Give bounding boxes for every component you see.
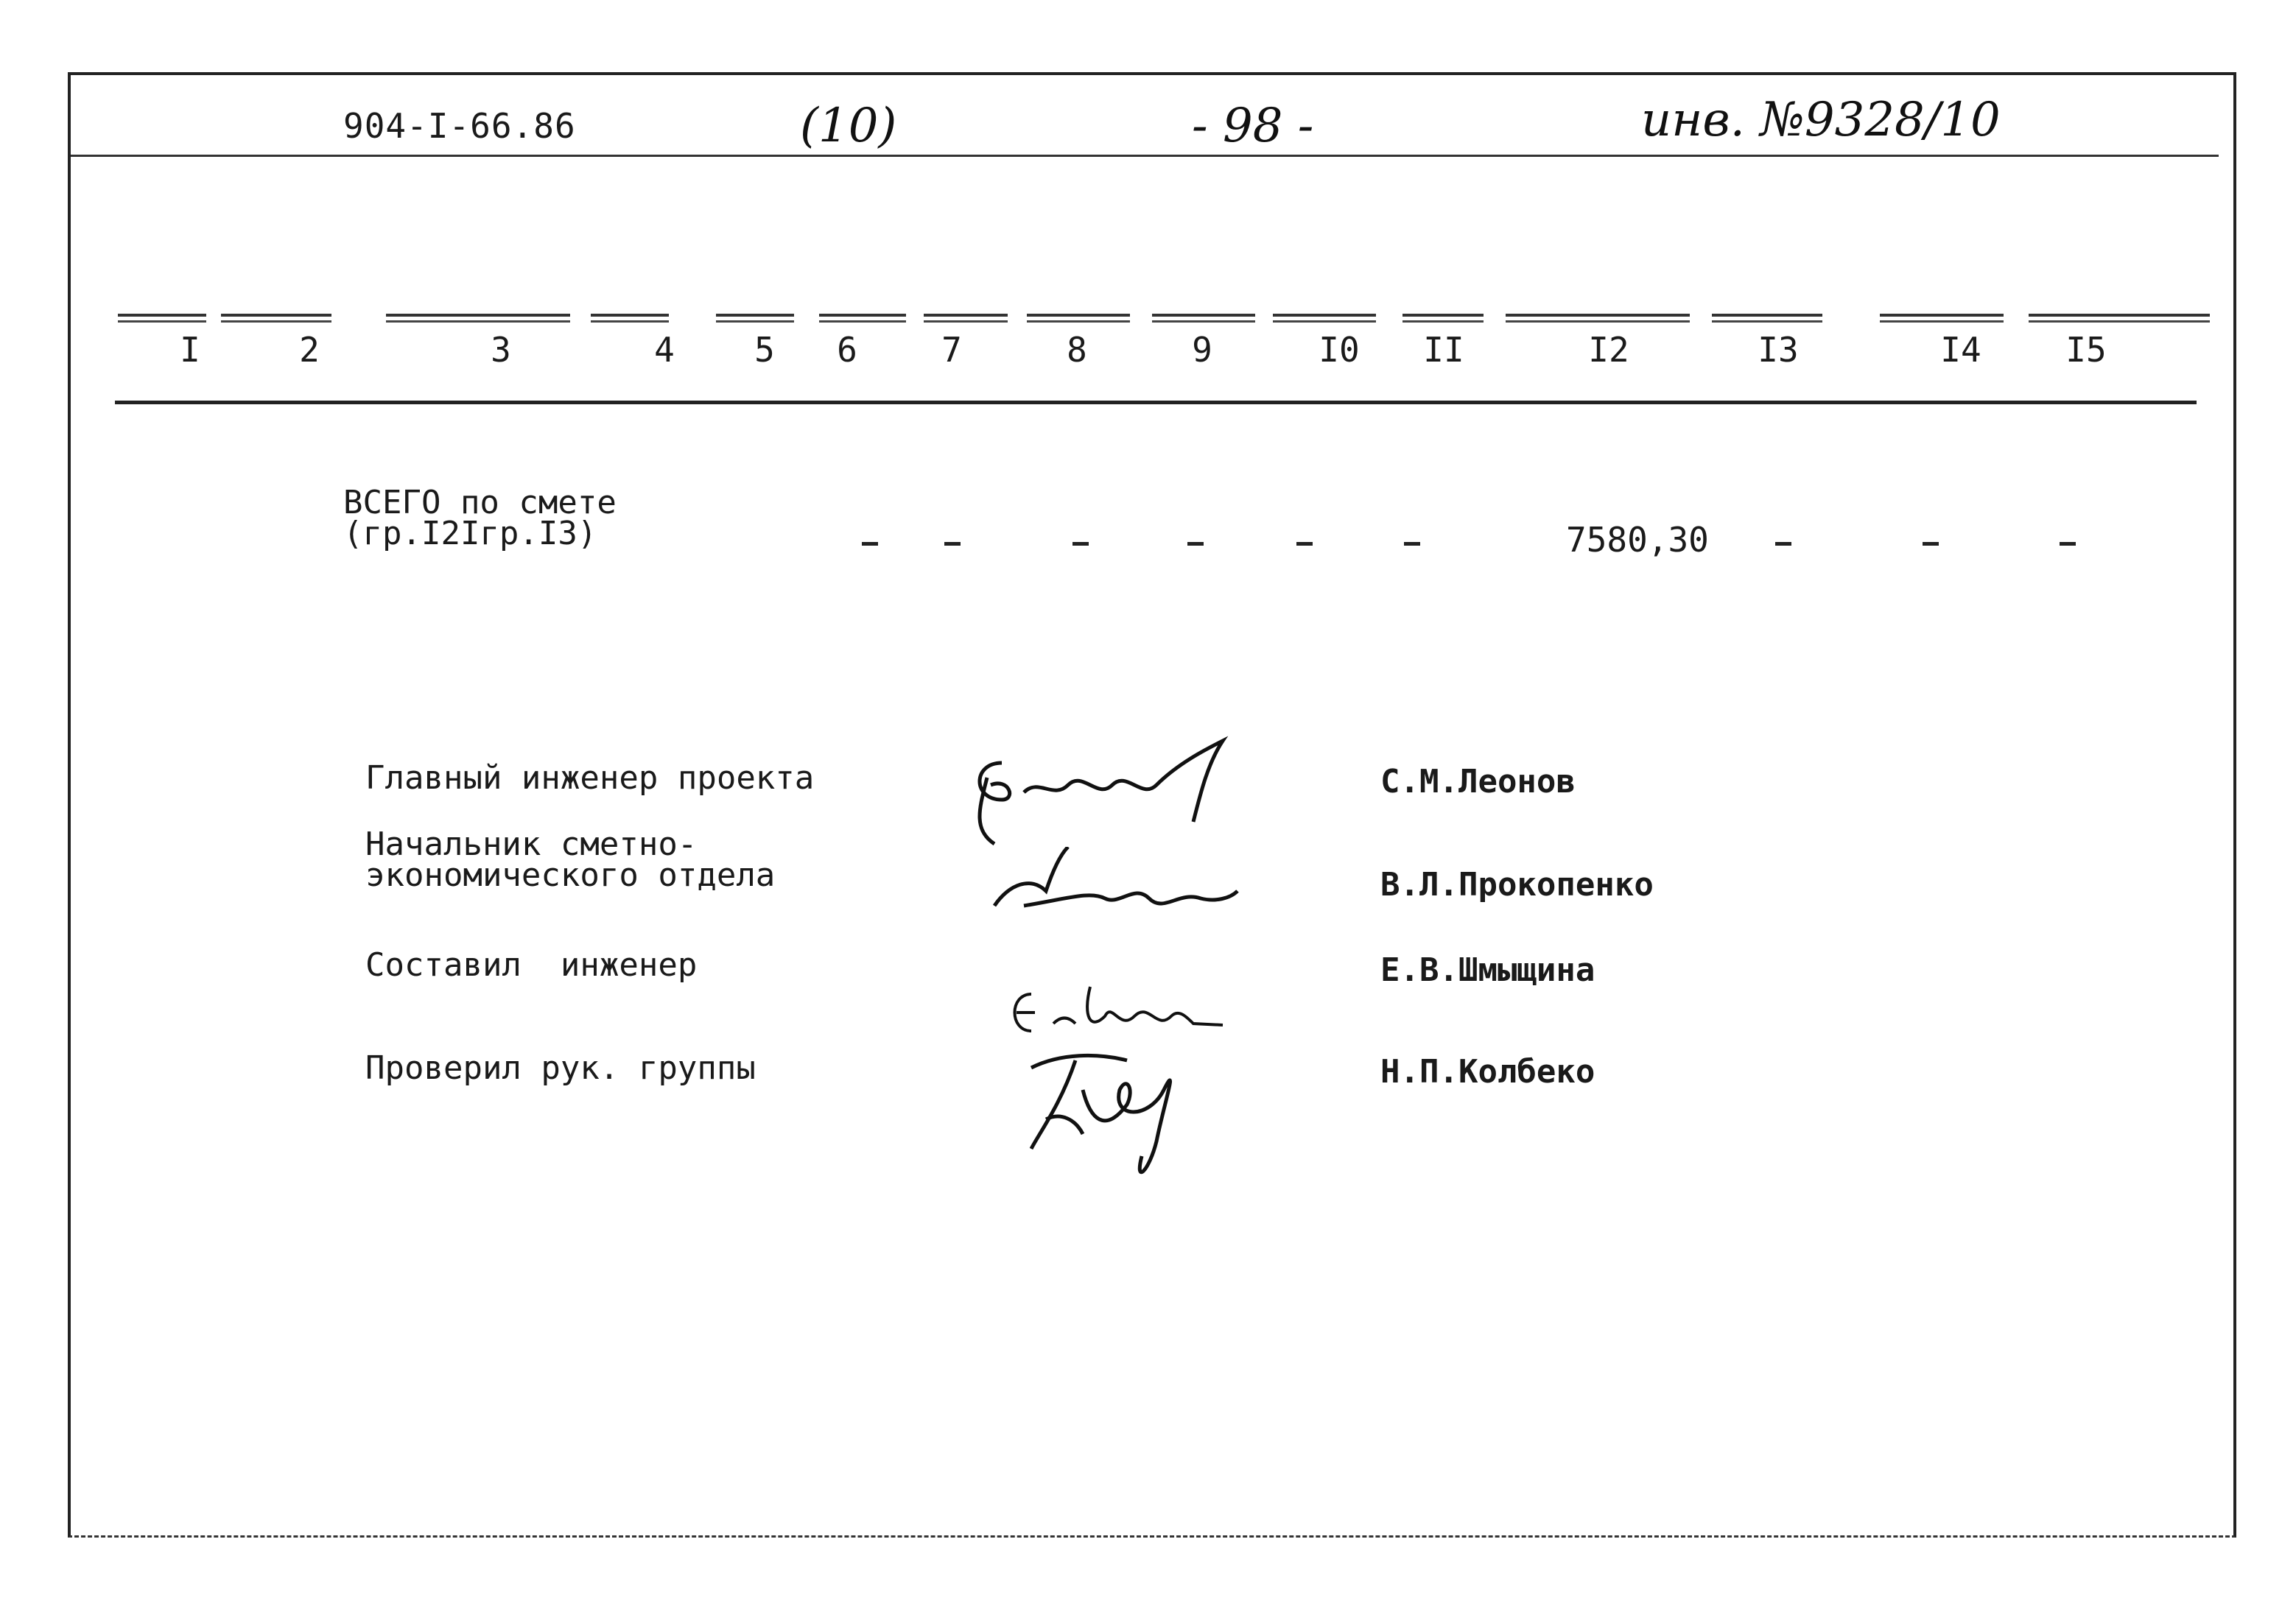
column-number: 7: [941, 330, 962, 370]
signature-role: Начальник сметно- экономического отдела: [365, 825, 776, 894]
column-number: 5: [754, 330, 775, 370]
header-rule: [71, 155, 2219, 157]
table-header-rule: [115, 401, 2197, 404]
page-number-handwritten: - 98 -: [1192, 99, 1314, 153]
empty-cell-dash: [1072, 542, 1089, 546]
handwritten-signature: [1017, 1046, 1208, 1193]
total-value-col12: 7580,30: [1566, 520, 1709, 560]
column-number: 2: [299, 330, 320, 370]
document-code: 904-I-66.86: [343, 106, 576, 146]
column-number: I0: [1319, 330, 1360, 370]
empty-cell-dash: [1775, 542, 1791, 546]
empty-cell-dash: [2060, 542, 2076, 546]
signature-role: Главный инженер проекта: [365, 759, 815, 797]
signatory-name: С.М.Леонов: [1380, 763, 1576, 800]
column-number: 8: [1067, 330, 1087, 370]
empty-cell-dash: [944, 542, 961, 546]
column-number: I2: [1588, 330, 1629, 370]
signatory-name: В.Л.Прокопенко: [1380, 866, 1654, 904]
column-number: 6: [837, 330, 857, 370]
signature-role: Проверил рук. группы: [365, 1049, 756, 1087]
column-number: 9: [1192, 330, 1212, 370]
empty-cell-dash: [1923, 542, 1939, 546]
handwritten-signature: [958, 733, 1245, 851]
signature-role: Составил инженер: [365, 946, 698, 984]
signatory-name: Н.П.Колбеко: [1380, 1053, 1595, 1091]
empty-cell-dash: [1404, 542, 1420, 546]
column-number: 3: [491, 330, 511, 370]
sheet-number-handwritten: (10): [800, 99, 897, 153]
column-number: I3: [1758, 330, 1799, 370]
column-number: I4: [1940, 330, 1981, 370]
empty-cell-dash: [1187, 542, 1204, 546]
column-header-double-rule: [118, 314, 2210, 325]
column-number: II: [1423, 330, 1464, 370]
handwritten-signature: [1002, 972, 1237, 1046]
empty-cell-dash: [1296, 542, 1313, 546]
signatory-name: Е.В.Шмыщина: [1380, 951, 1595, 989]
inventory-number-handwritten: инв. №9328/10: [1641, 93, 2001, 147]
handwritten-signature: [980, 847, 1245, 928]
total-label: ВСЕГО по смете (гр.I2Iгр.I3): [343, 484, 617, 552]
column-number: 4: [654, 330, 675, 370]
empty-cell-dash: [862, 542, 878, 546]
column-number: I5: [2065, 330, 2107, 370]
column-number: I: [180, 330, 200, 370]
